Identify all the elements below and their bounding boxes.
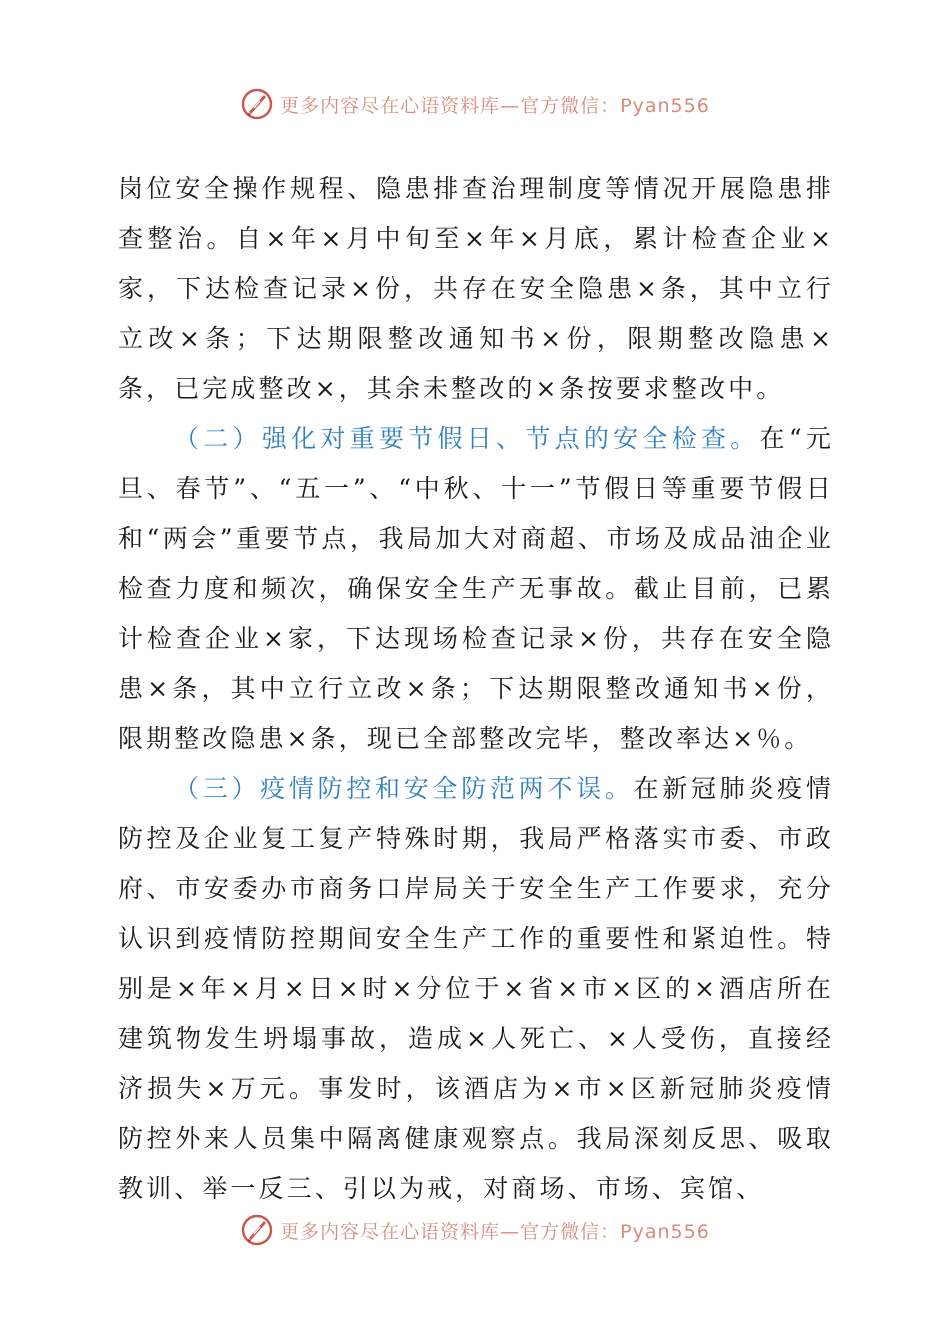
document-body bbox=[118, 164, 834, 1214]
section-heading-2: （二）强化对重要节假日、节点的安全检查。 bbox=[174, 424, 760, 453]
paragraph-1 bbox=[118, 164, 834, 414]
quill-logo-icon bbox=[240, 87, 274, 121]
paragraph-3 bbox=[118, 764, 834, 1214]
watermark-text: 更多内容尽在心语资料库—官方微信：Pyan556 bbox=[280, 94, 710, 117]
paragraph-2-text: 在“元旦、春节”、“五一”、“中秋、十一”节假日等重要节假日和“两会”重要节点，我局加大对商超、市场及成品油企业检查力度和频次，确保安全生产无事故。截止目前，已累计检查企业×家，下达现场检查记录×份，共存在安全隐患×条，其中立行立改×条；下达期限整改通知书×份，限期整改隐患×条，现已全部整改完毕，整改率达×％。 bbox=[118, 424, 834, 753]
paragraph-3-text: 在新冠肺炎疫情防控及企业复工复产特殊时期，我局严格落实市委、市政府、市安委办市商务口岸局关于安全生产工作要求，充分认识到疫情防控期间安全生产工作的重要性和紧迫性。特别是×年×月×日×时×分位于×省×市×区的×酒店所在建筑物发生坍塌事故，造成×人死亡、×人受伤，直接经济损失×万元。事发时，该酒店为×市×区新冠肺炎疫情防控外来人员集中隔离健康观察点。我局深刻反思、吸取教训、举一反三、引以为戒，对商场、市场、宾馆、 bbox=[118, 774, 834, 1203]
header-watermark bbox=[0, 84, 950, 124]
paragraph-1-text: 岗位安全操作规程、隐患排查治理制度等情况开展隐患排查整治。自×年×月中旬至×年×月底，累计检查企业×家，下达检查记录×份，共存在安全隐患×条，其中立行立改×条；下达期限整改通知书×份，限期整改隐患×条，已完成整改×，其余未整改的×条按要求整改中。 bbox=[118, 174, 834, 403]
paragraph-2 bbox=[118, 414, 834, 764]
quill-logo-icon bbox=[240, 1213, 274, 1247]
footer-watermark bbox=[0, 1210, 950, 1250]
section-heading-3: （三）疫情防控和安全防范两不误。 bbox=[174, 774, 634, 803]
watermark-text: 更多内容尽在心语资料库—官方微信：Pyan556 bbox=[280, 1220, 710, 1243]
